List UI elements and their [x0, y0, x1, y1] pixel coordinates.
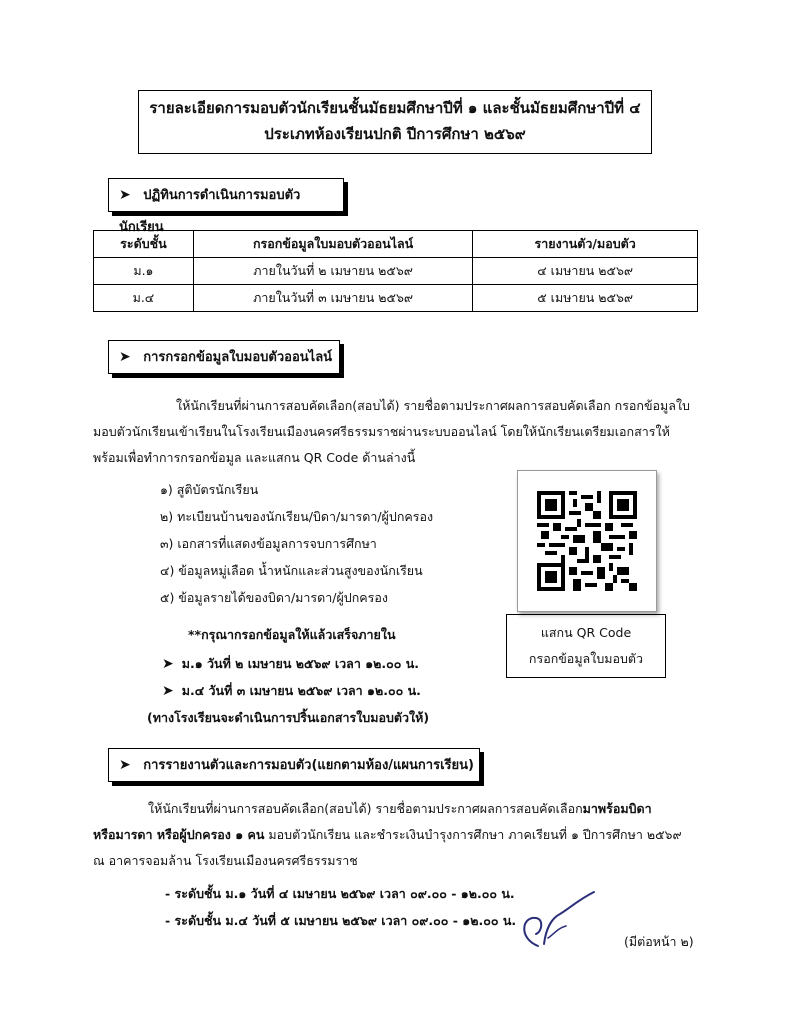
- document-item: ๑) สูติบัตรนักเรียน: [160, 482, 259, 497]
- table-cell: ม.๔: [94, 285, 194, 312]
- schedule-table: [93, 230, 698, 312]
- section-heading-online-form-text: การกรอกข้อมูลใบมอบตัวออนไลน์: [143, 350, 333, 365]
- document-item: ๓) เอกสารที่แสดงข้อมูลการจบการศึกษา: [160, 536, 377, 551]
- section-heading-calendar-text: ปฏิทินการดำเนินการมอบตัวนักเรียน: [119, 188, 301, 235]
- section-heading-report: [108, 748, 480, 782]
- table-header-cell: กรอกข้อมูลใบมอบตัวออนไลน์: [193, 231, 473, 258]
- section-heading-online-form: [108, 340, 340, 374]
- deadline-m1-text: ม.๑ วันที่ ๒ เมษายน ๒๕๖๙ เวลา ๑๒.๐๐ น.: [181, 656, 420, 671]
- table-cell: ๕ เมษายน ๒๕๖๙: [473, 285, 698, 312]
- report-para-line-2-text: มอบตัวนักเรียน และชำระเงินบำรุงการศึกษา ภาคเรียนที่ ๑ ปีการศึกษา ๒๕๖๙: [264, 827, 682, 842]
- arrow-right-icon: ➤: [119, 187, 131, 203]
- table-row: [94, 258, 698, 285]
- report-schedule-m1: - ระดับชั้น ม.๑ วันที่ ๔ เมษายน ๒๕๖๙ เวลา ๐๙.๐๐ - ๑๒.๐๐ น.: [165, 886, 515, 901]
- qr-caption-box: [506, 614, 666, 678]
- qr-caption-line-1: แสกน QR Code: [540, 625, 632, 640]
- arrow-right-icon: ➤: [119, 757, 131, 773]
- deadline-m1: [162, 654, 419, 674]
- continued-note: (มีต่อหน้า ๒): [624, 934, 694, 949]
- table-cell: ม.๑: [94, 258, 194, 285]
- document-item: ๕) ข้อมูลรายได้ของบิดา/มารดา/ผู้ปกครอง: [160, 590, 388, 605]
- deadline-m4-text: ม.๔ วันที่ ๓ เมษายน ๒๕๖๙ เวลา ๑๒.๐๐ น.: [181, 683, 421, 698]
- report-para-line-1: [148, 796, 652, 822]
- table-header-row: [94, 231, 698, 258]
- document-item: ๔) ข้อมูลหมู่เลือด น้ำหนักและส่วนสูงของนักเรียน: [160, 563, 423, 578]
- deadline-m4: [162, 681, 421, 701]
- qr-code-frame: [517, 470, 657, 612]
- report-para-line-3: ณ อาคารจอมล้าน โรงเรียนเมืองนครศรีธรรมราช: [93, 853, 358, 868]
- table-cell: ภายในวันที่ ๒ เมษายน ๒๕๖๙: [193, 258, 473, 285]
- online-form-para-line-3: พร้อมเพื่อทำการกรอกข้อมูล และแสกน QR Code ด้านล่างนี้: [93, 450, 416, 465]
- table-header-cell: รายงานตัว/มอบตัว: [473, 231, 698, 258]
- table-cell: ๔ เมษายน ๒๕๖๙: [473, 258, 698, 285]
- report-para-line-2-bold: หรือมารดา หรือผู้ปกครอง ๑ คน: [93, 827, 265, 842]
- table-cell: ภายในวันที่ ๓ เมษายน ๒๕๖๙: [193, 285, 473, 312]
- arrow-right-icon: ➤: [162, 656, 174, 672]
- document-item: ๒) ทะเบียนบ้านของนักเรียน/บิดา/มารดา/ผู้ปกครอง: [160, 509, 434, 524]
- title-box: [138, 90, 652, 154]
- title-line-2: ประเภทห้องเรียนปกติ ปีการศึกษา ๒๕๖๙: [264, 125, 526, 143]
- arrow-right-icon: ➤: [119, 349, 131, 365]
- print-note: (ทางโรงเรียนจะดำเนินการปริ้นเอกสารใบมอบตัวให้): [147, 710, 430, 725]
- report-para-line-2: [93, 822, 682, 848]
- section-heading-calendar: [108, 178, 344, 235]
- report-para-line-1-text: ให้นักเรียนที่ผ่านการสอบคัดเลือก(สอบได้) รายชื่อตามประกาศผลการสอบคัดเลือก: [148, 801, 583, 816]
- online-form-para-line-2: มอบตัวนักเรียนเข้าเรียนในโรงเรียนเมืองนครศรีธรรมราชผ่านระบบออนไลน์ โดยให้นักเรียนเตรียมเอกสารให้: [93, 424, 670, 439]
- title-line-1: รายละเอียดการมอบตัวนักเรียนชั้นมัธยมศึกษาปีที่ ๑ และชั้นมัธยมศึกษาปีที่ ๔: [149, 99, 641, 117]
- signature-icon: [508, 888, 598, 950]
- section-heading-report-text: การรายงานตัวและการมอบตัว(แยกตามห้อง/แผนการเรียน): [143, 758, 474, 773]
- table-row: [94, 285, 698, 312]
- table-header-cell: ระดับชั้น: [94, 231, 194, 258]
- qr-code-icon: [537, 491, 637, 591]
- report-para-line-1-bold: มาพร้อมบิดา: [582, 801, 652, 816]
- report-schedule-m4: - ระดับชั้น ม.๔ วันที่ ๕ เมษายน ๒๕๖๙ เวลา ๐๙.๐๐ - ๑๒.๐๐ น.: [165, 913, 517, 928]
- arrow-right-icon: ➤: [162, 683, 174, 699]
- deadline-heading: **กรุณากรอกข้อมูลให้แล้วเสร็จภายใน: [188, 627, 396, 642]
- online-form-para-line-1: ให้นักเรียนที่ผ่านการสอบคัดเลือก(สอบได้) รายชื่อตามประกาศผลการสอบคัดเลือก กรอกข้อมูลใบ: [176, 398, 690, 413]
- qr-caption-line-2: กรอกข้อมูลใบมอบตัว: [528, 651, 644, 666]
